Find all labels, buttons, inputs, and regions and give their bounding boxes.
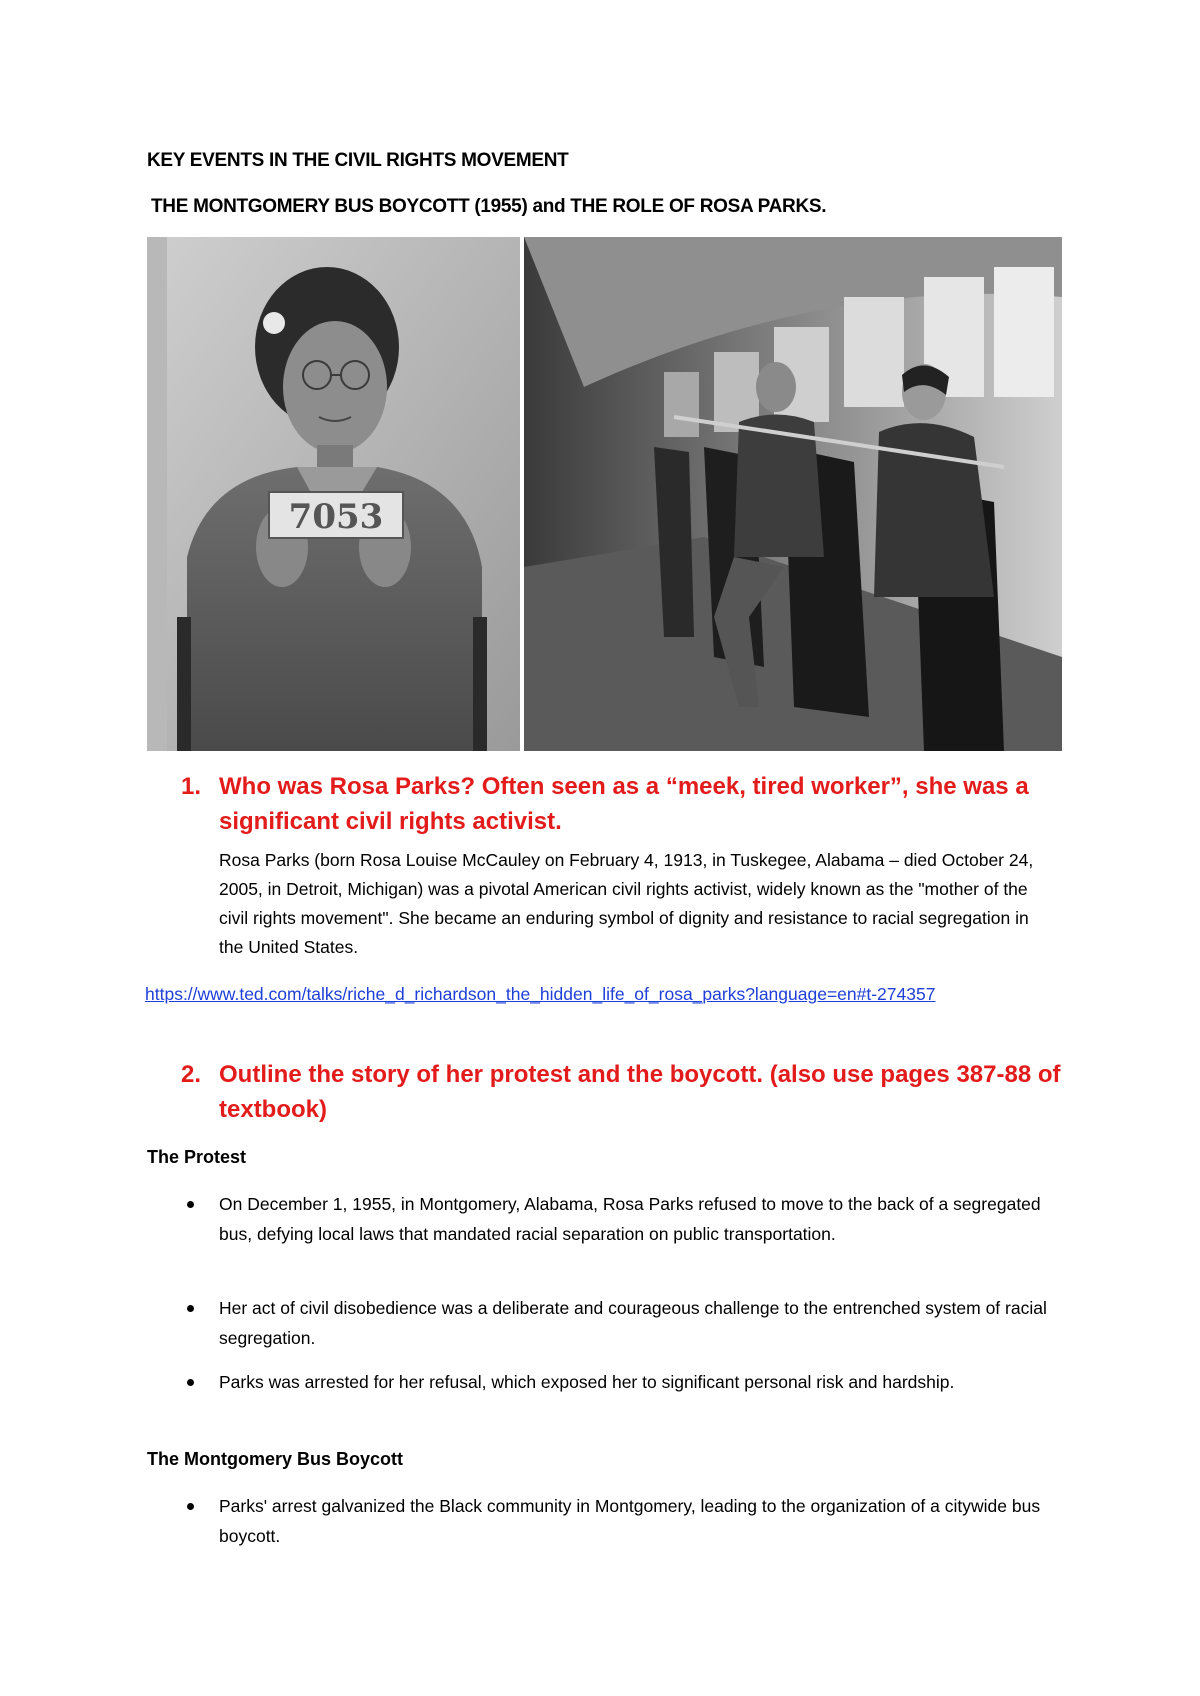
- bullet-icon: [187, 1201, 194, 1208]
- bus-photo: [524, 237, 1062, 751]
- list-item: [219, 1367, 1059, 1397]
- boycott-heading: The Montgomery Bus Boycott: [147, 1449, 404, 1469]
- question-2-text: Outline the story of her protest and the boycott. (also use pages 387-88 of textbook): [219, 1061, 1061, 1123]
- list-item-text: Her act of civil disobedience was a deliberate and courageous challenge to the entrenched system of racial segregation.: [219, 1298, 1047, 1348]
- document-subtitle: THE MONTGOMERY BUS BOYCOTT (1955) and THE ROLE OF ROSA PARKS.: [151, 196, 827, 217]
- list-item: [219, 1189, 1059, 1249]
- question-2-heading: [181, 1057, 1071, 1127]
- question-1-text: Who was Rosa Parks? Often seen as a “meek, tired worker”, she was a significant civil rights activist.: [219, 773, 1029, 835]
- list-item: [219, 1491, 1059, 1551]
- question-1-number: 1.: [181, 773, 202, 800]
- list-item-text: On December 1, 1955, in Montgomery, Alabama, Rosa Parks refused to move to the back of a segregated bus, defying local laws that mandated racial separation on public transportation.: [219, 1194, 1041, 1244]
- bullet-icon: [187, 1503, 194, 1510]
- document-title: KEY EVENTS IN THE CIVIL RIGHTS MOVEMENT: [147, 150, 569, 171]
- bullet-icon: [187, 1379, 194, 1386]
- question-1-heading: [181, 769, 1071, 839]
- photo-row: [147, 237, 1062, 751]
- mugshot-photo: [147, 237, 520, 751]
- question-2-number: 2.: [181, 1061, 202, 1088]
- list-item-text: Parks was arrested for her refusal, which exposed her to significant personal risk and hardship.: [219, 1372, 955, 1392]
- list-item-text: Parks' arrest galvanized the Black community in Montgomery, leading to the organization of a citywide bus boycott.: [219, 1496, 1041, 1546]
- ted-talk-link[interactable]: https://www.ted.com/talks/riche_d_richardson_the_hidden_life_of_rosa_parks?language=en#t-274357: [145, 984, 936, 1004]
- mugshot-number: 7053: [288, 497, 384, 537]
- list-item: [219, 1293, 1059, 1353]
- rosa-parks-bio: Rosa Parks (born Rosa Louise McCauley on February 4, 1913, in Tuskegee, Alabama – died October 24, 2005, in Detroit, Michigan) was a pivotal American civil rights activist, widely known as the "mother of the civil rights movement". She became an enduring symbol of dignity and resistance to racial segregation in the United States.: [219, 850, 1034, 957]
- bullet-icon: [187, 1305, 194, 1312]
- protest-heading: The Protest: [147, 1147, 247, 1167]
